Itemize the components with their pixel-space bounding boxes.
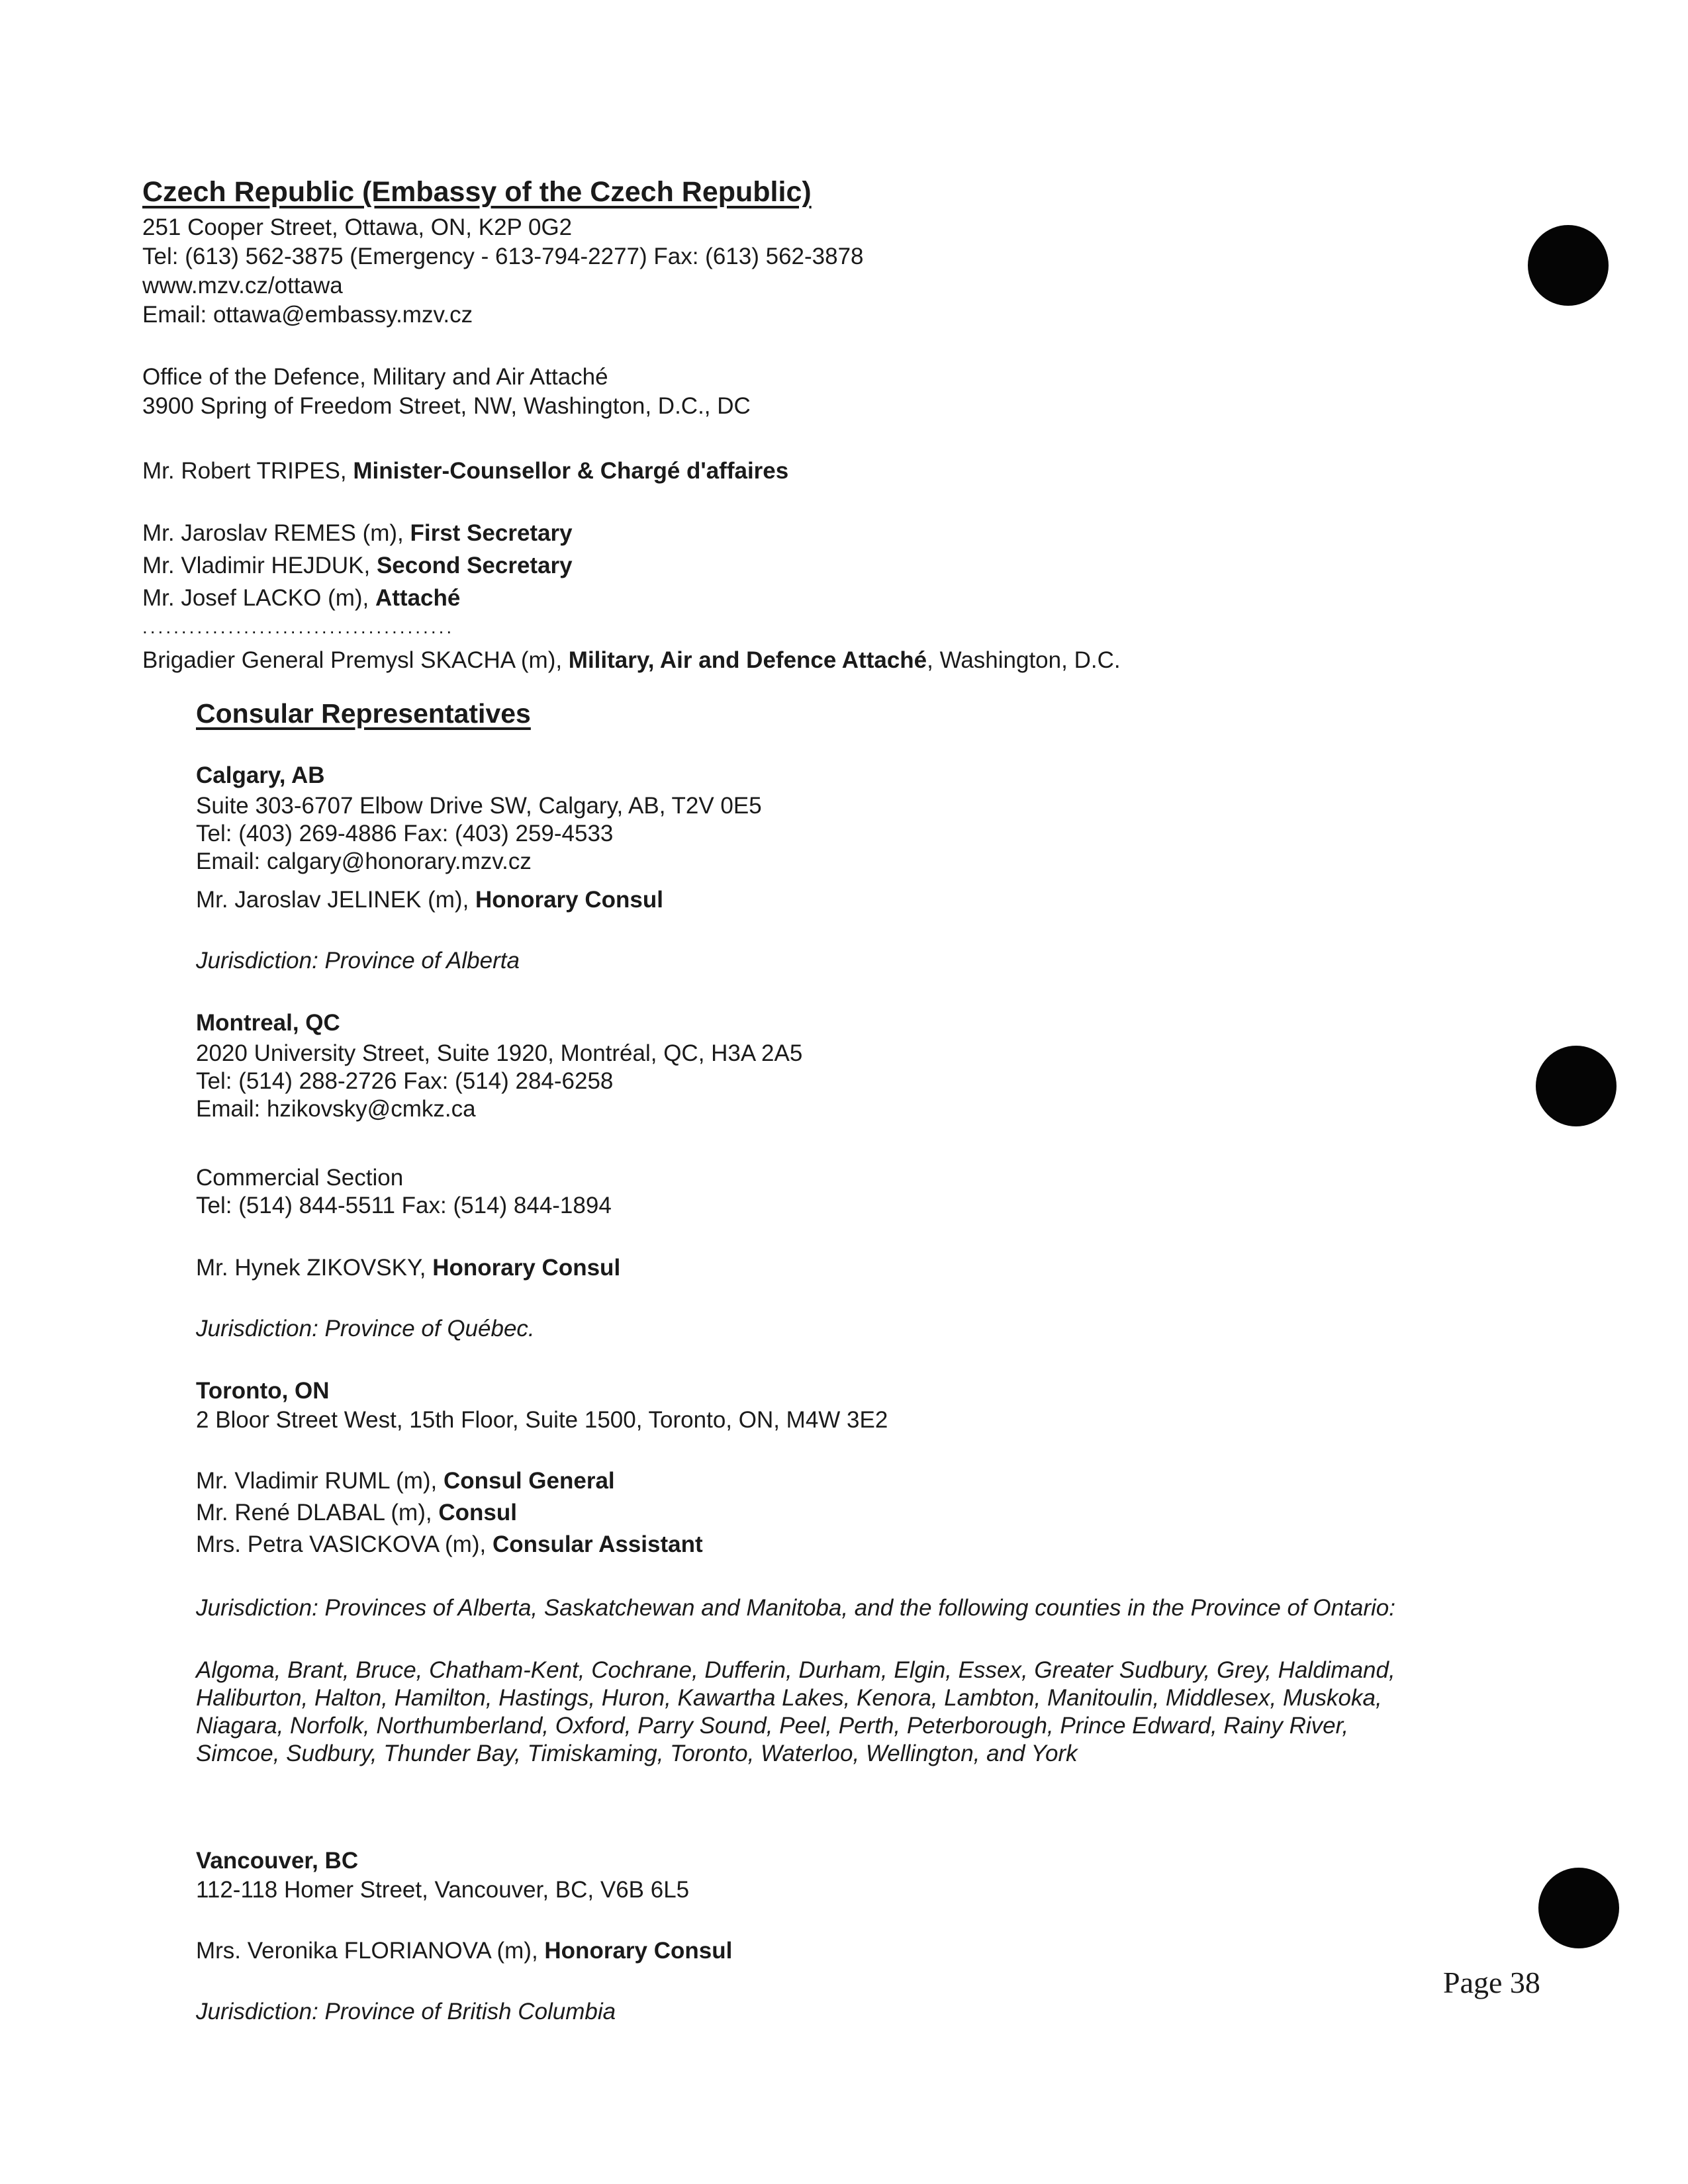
toronto-representative <box>196 1467 615 1496</box>
rep-title: Consul <box>438 1500 517 1525</box>
calgary-city: Calgary, AB <box>196 762 325 788</box>
commercial-section-phone: Tel: (514) 844-5511 Fax: (514) 844-1894 <box>196 1193 612 1218</box>
staff-title: Second Secretary <box>376 553 573 578</box>
rep-name: Mr. Hynek ZIKOVSKY, <box>196 1255 433 1281</box>
rep-title: Consul General <box>443 1468 615 1494</box>
montreal-phone: Tel: (514) 288-2726 Fax: (514) 284-6258 <box>196 1068 614 1094</box>
rep-name: Mr. René DLABAL (m), <box>196 1500 439 1525</box>
toronto-counties-line: Simcoe, Sudbury, Thunder Bay, Timiskaming, Toronto, Waterloo, Wellington, and York <box>196 1741 1078 1766</box>
staff-name: Mr. Robert TRIPES, <box>142 458 353 484</box>
consular-heading: Consular Representatives <box>196 698 531 729</box>
embassy-email: Email: ottawa@embassy.mzv.cz <box>142 302 473 328</box>
staff-entry <box>142 551 573 580</box>
montreal-representative <box>196 1253 620 1283</box>
rep-name: Mr. Jaroslav JELINEK (m), <box>196 887 476 913</box>
staff-entry <box>142 519 573 548</box>
staff-entry <box>142 646 1121 675</box>
calgary-email: Email: calgary@honorary.mzv.cz <box>196 848 532 874</box>
staff-name: Mr. Jaroslav REMES (m), <box>142 520 410 546</box>
punch-hole-top <box>1528 225 1609 306</box>
toronto-city: Toronto, ON <box>196 1378 330 1404</box>
embassy-phone: Tel: (613) 562-3875 (Emergency - 613-794-2277) Fax: (613) 562-3878 <box>142 244 864 269</box>
rep-title: Consular Assistant <box>492 1531 703 1557</box>
staff-entry <box>142 457 788 486</box>
punch-hole-bottom <box>1538 1868 1619 1948</box>
rep-name: Mrs. Petra VASICKOVA (m), <box>196 1531 492 1557</box>
toronto-representative <box>196 1498 517 1527</box>
rep-name: Mr. Vladimir RUML (m), <box>196 1468 444 1494</box>
rep-title: Honorary Consul <box>475 887 663 913</box>
staff-entry <box>142 584 460 613</box>
staff-name: Mr. Vladimir HEJDUK, <box>142 553 377 578</box>
staff-title: First Secretary <box>410 520 573 546</box>
montreal-jurisdiction: Jurisdiction: Province of Québec. <box>196 1316 535 1342</box>
staff-name: Mr. Josef LACKO (m), <box>142 585 375 611</box>
embassy-heading: Czech Republic (Embassy of the Czech Republic) <box>142 176 812 208</box>
vancouver-jurisdiction: Jurisdiction: Province of British Columbia <box>196 1999 616 2025</box>
staff-name: Brigadier General Premysl SKACHA (m), <box>142 647 569 673</box>
embassy-address: 251 Cooper Street, Ottawa, ON, K2P 0G2 <box>142 214 573 240</box>
vancouver-city: Vancouver, BC <box>196 1848 359 1874</box>
calgary-phone: Tel: (403) 269-4886 Fax: (403) 259-4533 <box>196 821 614 846</box>
rep-name: Mrs. Veronika FLORIANOVA (m), <box>196 1938 545 1964</box>
rep-title: Honorary Consul <box>432 1255 621 1281</box>
vancouver-representative <box>196 1936 732 1966</box>
staff-title: Military, Air and Defence Attaché <box>568 647 927 673</box>
calgary-address: Suite 303-6707 Elbow Drive SW, Calgary, AB, T2V 0E5 <box>196 793 762 819</box>
montreal-email: Email: hzikovsky@cmkz.ca <box>196 1096 476 1122</box>
montreal-city: Montreal, QC <box>196 1010 340 1036</box>
defence-office-title: Office of the Defence, Military and Air Attaché <box>142 364 608 390</box>
staff-title: Minister-Counsellor & Chargé d'affaires <box>353 458 789 484</box>
toronto-counties-line: Niagara, Norfolk, Northumberland, Oxford, Parry Sound, Peel, Perth, Peterborough, Prince Edward, Rainy River, <box>196 1713 1349 1739</box>
toronto-counties-line: Algoma, Brant, Bruce, Chatham-Kent, Cochrane, Dufferin, Durham, Elgin, Essex, Greater Sudbury, Grey, Haldimand, <box>196 1657 1395 1683</box>
staff-title: Attaché <box>375 585 461 611</box>
calgary-representative <box>196 886 663 915</box>
vancouver-address: 112-118 Homer Street, Vancouver, BC, V6B 6L5 <box>196 1877 690 1903</box>
toronto-counties-line: Haliburton, Halton, Hamilton, Hastings, Huron, Kawartha Lakes, Kenora, Lambton, Manitoulin, Middlesex, Muskoka, <box>196 1685 1382 1711</box>
toronto-address: 2 Bloor Street West, 15th Floor, Suite 1500, Toronto, ON, M4W 3E2 <box>196 1407 888 1433</box>
commercial-section-label: Commercial Section <box>196 1165 404 1191</box>
defence-office-address: 3900 Spring of Freedom Street, NW, Washington, D.C., DC <box>142 393 751 419</box>
page-number: Page 38 <box>1443 1966 1540 1999</box>
staff-location: , Washington, D.C. <box>927 647 1121 673</box>
dotted-separator: ........................................ <box>142 617 455 637</box>
calgary-jurisdiction: Jurisdiction: Province of Alberta <box>196 948 520 974</box>
punch-hole-middle <box>1536 1046 1617 1126</box>
rep-title: Honorary Consul <box>544 1938 733 1964</box>
embassy-website: www.mzv.cz/ottawa <box>142 273 343 298</box>
montreal-address: 2020 University Street, Suite 1920, Montréal, QC, H3A 2A5 <box>196 1040 803 1066</box>
toronto-representative <box>196 1530 703 1559</box>
toronto-jurisdiction: Jurisdiction: Provinces of Alberta, Saskatchewan and Manitoba, and the following counties in the Province of Ontario: <box>196 1595 1395 1621</box>
